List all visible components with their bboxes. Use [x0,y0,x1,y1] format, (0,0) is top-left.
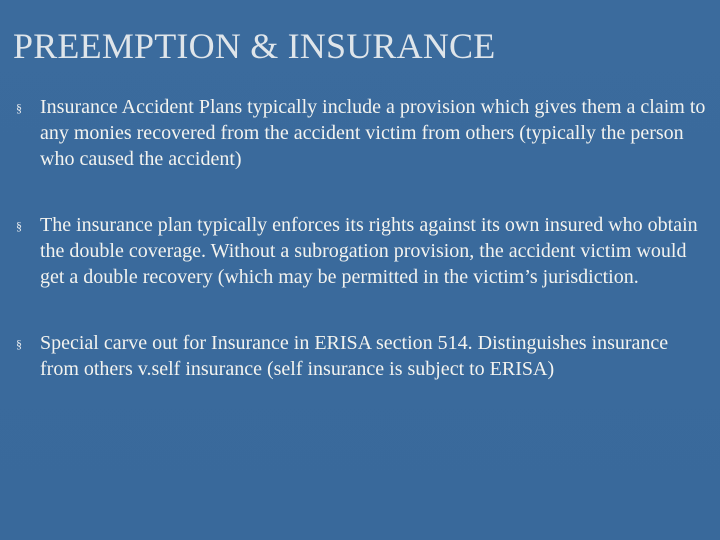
bullet-marker-icon: § [16,219,22,233]
bullet-marker-icon: § [16,101,22,115]
bullet-item-2 [16,212,706,290]
slide-title: PREEMPTION & INSURANCE [13,26,496,66]
bullet-marker-icon: § [16,337,22,351]
bullet-item-3 [16,330,706,382]
bullet-text: The insurance plan typically enforces its rights against its own insured who obtain the double coverage. Without a subrogation provision, the accident victim would get a double recovery (which may be permitted in the victim’s jurisdiction. [40,214,698,288]
bullet-text: Insurance Accident Plans typically include a provision which gives them a claim to any monies recovered from the accident victim from others (typically the person who caused the accident) [40,96,706,170]
bullet-text: Special carve out for Insurance in ERISA section 514. Distinguishes insurance from others v.self insurance (self insurance is subject to ERISA) [40,332,669,380]
bullet-list [16,94,706,382]
bullet-item-1 [16,94,706,172]
